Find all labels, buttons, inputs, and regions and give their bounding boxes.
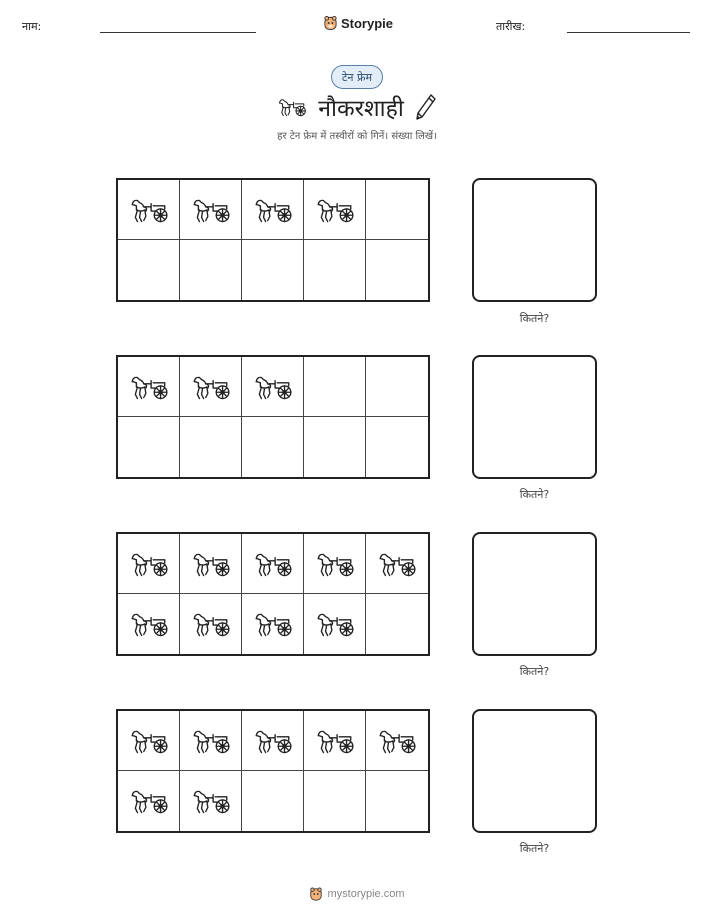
frame-cell bbox=[118, 240, 180, 300]
answer-prompt-2: कितने? bbox=[519, 488, 550, 501]
footer-url: mystorypie.com bbox=[327, 888, 405, 900]
brand-name: Storypie bbox=[340, 15, 393, 31]
horse-chariot-icon bbox=[376, 549, 418, 579]
horse-chariot-icon bbox=[252, 195, 294, 225]
horse-chariot-icon bbox=[252, 609, 294, 639]
answer-box-2[interactable] bbox=[472, 355, 597, 479]
frame-cell bbox=[242, 771, 304, 831]
frame-cell bbox=[366, 594, 428, 654]
frame-cell bbox=[304, 180, 366, 240]
title-row bbox=[0, 90, 714, 124]
date-label: तारीख: bbox=[496, 20, 526, 33]
ten-frame-4 bbox=[116, 709, 430, 833]
frame-cell bbox=[118, 771, 180, 831]
answer-prompt-1: कितने? bbox=[519, 312, 550, 325]
storypie-mascot-icon bbox=[309, 886, 323, 902]
pencil-icon bbox=[414, 92, 438, 122]
frame-cell bbox=[180, 534, 242, 594]
answer-box-1[interactable] bbox=[472, 178, 597, 302]
frame-cell bbox=[242, 711, 304, 771]
frame-cell bbox=[118, 417, 180, 477]
answer-box-4[interactable] bbox=[472, 709, 597, 833]
frame-cell bbox=[366, 771, 428, 831]
horse-chariot-icon bbox=[314, 726, 356, 756]
horse-chariot-icon bbox=[128, 726, 170, 756]
brand-logo bbox=[323, 13, 393, 33]
frame-cell bbox=[180, 240, 242, 300]
frame-cell bbox=[180, 180, 242, 240]
frame-cell bbox=[304, 594, 366, 654]
frame-cell bbox=[366, 417, 428, 477]
instruction-text: हर टेन फ्रेम में तस्वीरों को गिनें। संख्या लिखें। bbox=[277, 131, 437, 142]
answer-box-3[interactable] bbox=[472, 532, 597, 656]
frame-cell bbox=[118, 357, 180, 417]
frame-cell bbox=[242, 534, 304, 594]
frame-cell bbox=[304, 417, 366, 477]
horse-chariot-icon bbox=[252, 549, 294, 579]
frame-cell bbox=[118, 594, 180, 654]
horse-chariot-icon bbox=[314, 609, 356, 639]
horse-chariot-icon bbox=[128, 609, 170, 639]
frame-cell bbox=[180, 417, 242, 477]
frame-cell bbox=[180, 771, 242, 831]
storypie-mascot-icon bbox=[323, 14, 338, 32]
horse-chariot-icon bbox=[128, 786, 170, 816]
frame-cell bbox=[180, 594, 242, 654]
frame-cell bbox=[366, 711, 428, 771]
horse-chariot-icon bbox=[190, 372, 232, 402]
answer-prompt-3: कितने? bbox=[519, 665, 550, 678]
frame-cell bbox=[118, 711, 180, 771]
frame-cell bbox=[118, 180, 180, 240]
page-title: नौकरशाही bbox=[318, 96, 404, 122]
frame-cell bbox=[180, 357, 242, 417]
ten-frame-2 bbox=[116, 355, 430, 479]
frame-cell bbox=[304, 357, 366, 417]
frame-cell bbox=[304, 534, 366, 594]
frame-cell bbox=[366, 357, 428, 417]
frame-cell bbox=[366, 534, 428, 594]
frame-cell bbox=[304, 711, 366, 771]
topic-badge: टेन फ्रेम bbox=[331, 65, 383, 89]
horse-chariot-icon bbox=[190, 195, 232, 225]
frame-cell bbox=[118, 534, 180, 594]
date-line[interactable] bbox=[567, 32, 690, 33]
horse-chariot-icon bbox=[314, 195, 356, 225]
answer-prompt-4: कितने? bbox=[519, 842, 550, 855]
horse-chariot-icon bbox=[252, 372, 294, 402]
frame-cell bbox=[304, 771, 366, 831]
horse-chariot-icon bbox=[190, 786, 232, 816]
horse-chariot-icon bbox=[128, 372, 170, 402]
name-label: नाम: bbox=[22, 20, 42, 33]
horse-chariot-icon bbox=[376, 726, 418, 756]
frame-cell bbox=[242, 594, 304, 654]
footer bbox=[0, 884, 714, 904]
frame-cell bbox=[304, 240, 366, 300]
frame-cell bbox=[180, 711, 242, 771]
horse-chariot-icon bbox=[276, 96, 308, 118]
frame-cell bbox=[242, 180, 304, 240]
horse-chariot-icon bbox=[190, 726, 232, 756]
frame-cell bbox=[242, 417, 304, 477]
frame-cell bbox=[242, 357, 304, 417]
frame-cell bbox=[366, 240, 428, 300]
horse-chariot-icon bbox=[252, 726, 294, 756]
frame-cell bbox=[242, 240, 304, 300]
name-line[interactable] bbox=[100, 32, 256, 33]
horse-chariot-icon bbox=[190, 549, 232, 579]
horse-chariot-icon bbox=[128, 195, 170, 225]
ten-frame-1 bbox=[116, 178, 430, 302]
horse-chariot-icon bbox=[314, 549, 356, 579]
horse-chariot-icon bbox=[190, 609, 232, 639]
ten-frame-3 bbox=[116, 532, 430, 656]
frame-cell bbox=[366, 180, 428, 240]
horse-chariot-icon bbox=[128, 549, 170, 579]
